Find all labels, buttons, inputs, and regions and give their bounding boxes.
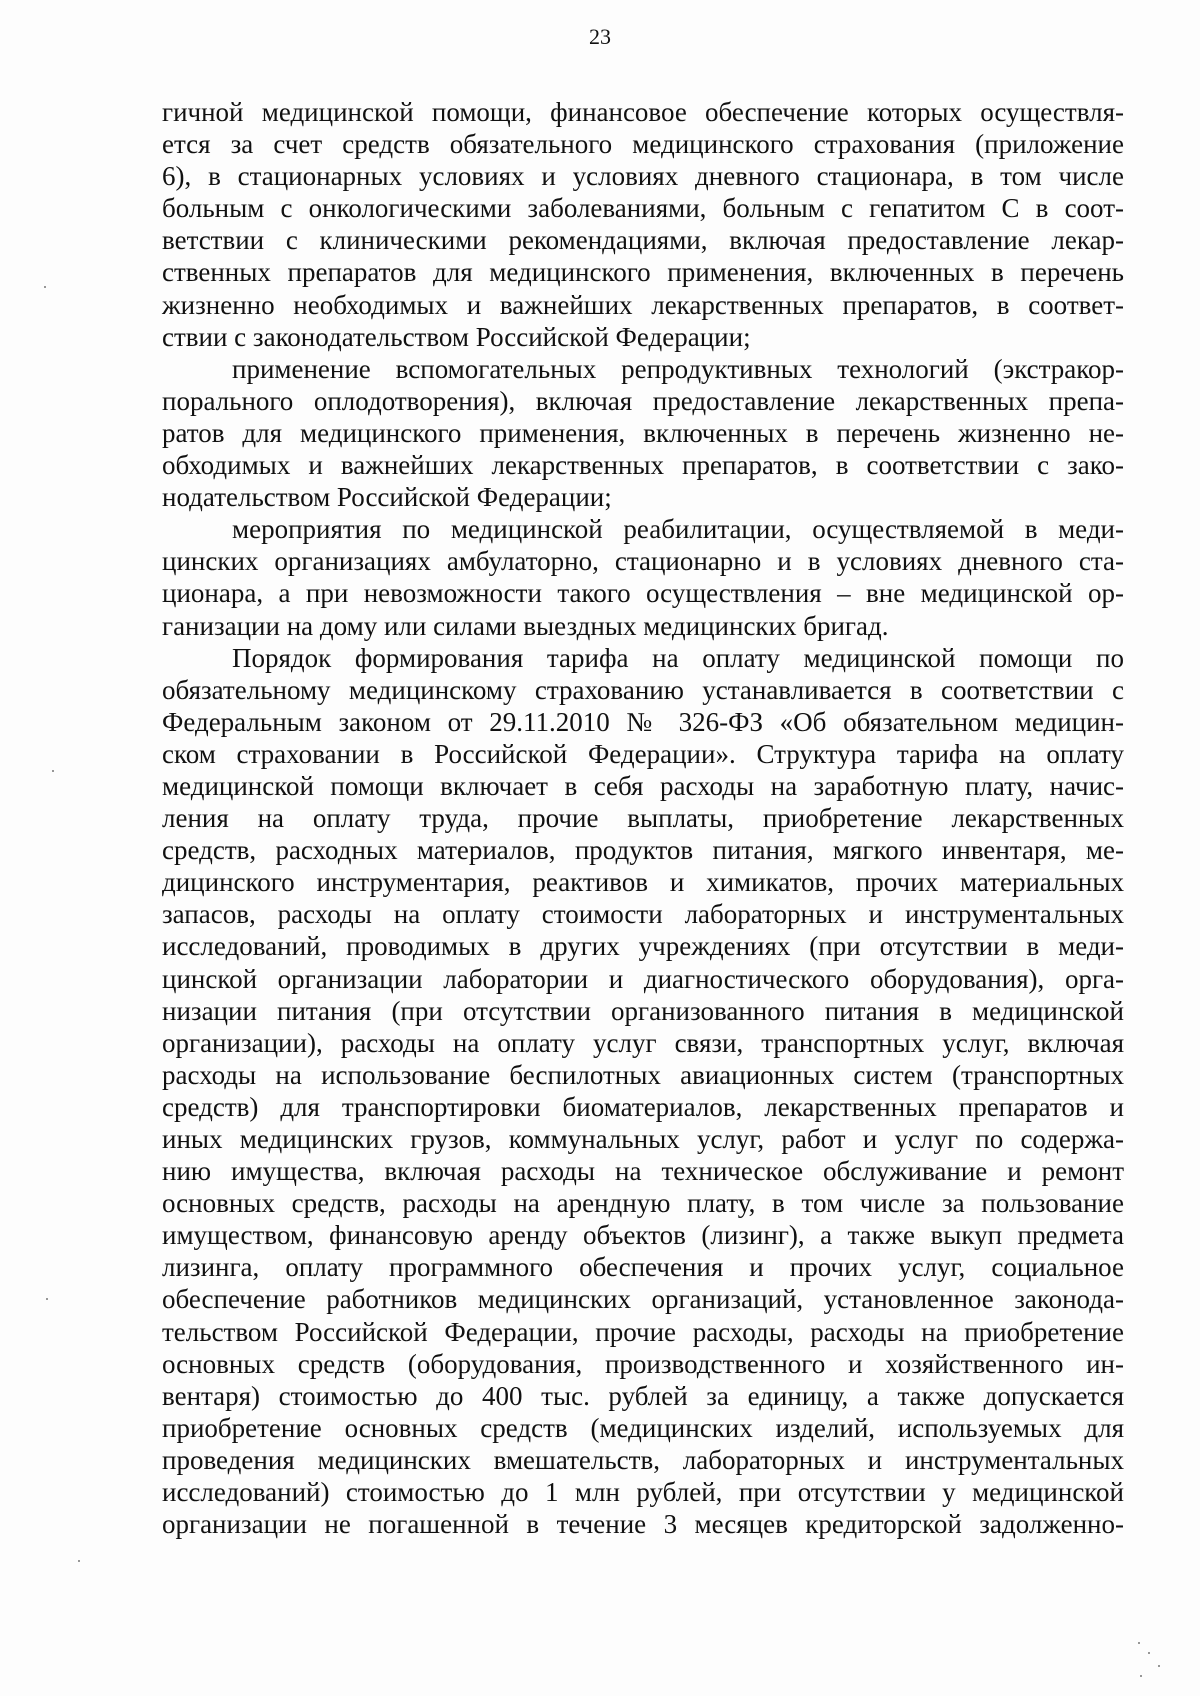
paragraph-2 [162,353,1124,513]
text-line: медицинской помощи включает в себя расходы на заработную плату, начис- [162,770,1124,801]
text-line: применение вспомогательных репродуктивных технологий (экстракор- [232,353,1124,384]
text-line: нию имущества, включая расходы на техническое обслуживание и ремонт [162,1156,1124,1187]
text-line: цинской организации лаборатории и диагностического оборудования), орга- [162,963,1124,994]
text-line: средств) для транспортировки биоматериалов, лекарственных препаратов и [162,1091,1124,1122]
scan-speck [1148,1652,1150,1654]
text-line: жизненно необходимых и важнейших лекарственных препаратов, в соответ- [162,289,1124,320]
text-line: Федеральным законом от 29.11.2010 № 326-ФЗ «Об обязательном медицин- [162,706,1124,737]
text-line: иных медицинских грузов, коммунальных услуг, работ и услуг по содержа- [162,1124,1124,1154]
scan-speck [78,1560,80,1562]
text-line: обходимых и важнейших лекарственных препаратов, в соответствии с зако- [162,450,1124,481]
text-line: приобретение основных средств (медицинских изделий, используемых для [162,1412,1124,1443]
text-line: 6), в стационарных условиях и условиях дневного стационара, в том числе [162,161,1124,192]
text-line: тельством Российской Федерации, прочие расходы, расходы на приобретение [162,1316,1124,1347]
text-line: запасов, расходы на оплату стоимости лабораторных и инструментальных [162,899,1124,930]
text-line: ском страховании в Российской Федерации». Структура тарифа на оплату [162,738,1124,769]
text-line: ратов для медицинского применения, включенных в перечень жизненно не- [162,417,1124,448]
text-line: мероприятия по медицинской реабилитации, осуществляемой в меди- [232,514,1124,545]
text-line: обеспечение работников медицинских организаций, установленное законода- [162,1284,1124,1315]
body-text [162,96,1124,1540]
scan-speck [1158,1665,1160,1667]
text-line: вентаря) стоимостью до 400 тыс. рублей за единицу, а также допускается [162,1380,1124,1411]
text-line: обязательному медицинскому страхованию устанавливается в соответствии с [162,674,1124,705]
text-line: исследований, проводимых в других учреждениях (при отсутствии в меди- [162,931,1124,962]
paragraph-4 [162,642,1124,1541]
text-line: дицинского инструментария, реактивов и химикатов, прочих материальных [162,867,1124,898]
text-line: порального оплодотворения), включая предоставление лекарственных препа- [162,385,1124,416]
scan-speck [1140,1675,1142,1677]
text-line: организации), расходы на оплату услуг связи, транспортных услуг, включая [162,1027,1124,1058]
text-line: лизинга, оплату программного обеспечения и прочих услуг, социальное [162,1252,1124,1283]
scan-speck [46,1298,48,1300]
scan-speck [1138,1642,1140,1644]
text-line: основных средств, расходы на арендную плату, в том числе за пользование [162,1188,1124,1219]
text-line: Порядок формирования тарифа на оплату медицинской помощи по [232,642,1124,673]
text-line: ветствии с клиническими рекомендациями, включая предоставление лекар- [162,225,1124,256]
text-line: нодательством Российской Федерации; [162,482,612,513]
text-line: ется за счет средств обязательного медицинского страхования (приложение [162,129,1124,160]
text-line: основных средств (оборудования, производственного и хозяйственного ин- [162,1348,1124,1379]
page-number: 23 [589,24,611,49]
paragraph-3 [162,513,1124,641]
text-line: проведения медицинских вмешательств, лабораторных и инструментальных [162,1444,1124,1475]
scan-speck [52,770,54,772]
text-line: имуществом, финансовую аренду объектов (лизинг), а также выкуп предмета [162,1220,1124,1251]
text-line: ления на оплату труда, прочие выплаты, приобретение лекарственных [162,803,1124,834]
text-line: цинских организациях амбулаторно, стационарно и в условиях дневного ста- [162,546,1124,577]
scan-speck [44,286,46,288]
paragraph-1 [162,96,1124,353]
text-line: средств, расходных материалов, продуктов питания, мягкого инвентаря, ме- [162,835,1124,866]
text-line: организации не погашенной в течение 3 месяцев кредиторской задолженно- [162,1509,1124,1540]
text-line: расходы на использование беспилотных авиационных систем (транспортных [162,1059,1124,1090]
text-line: низации питания (при отсутствии организованного питания в медицинской [162,995,1124,1026]
text-line: гичной медицинской помощи, финансовое обеспечение которых осуществля- [162,97,1124,127]
text-line: ственных препаратов для медицинского применения, включенных в перечень [162,257,1124,288]
text-line: ганизации на дому или силами выездных медицинских бригад. [162,610,889,641]
text-line: исследований) стоимостью до 1 млн рублей, при отсутствии у медицинской [162,1477,1124,1508]
text-line: ционара, а при невозможности такого осуществления – вне медицинской ор- [162,578,1124,609]
text-line: больным с онкологическими заболеваниями, больным с гепатитом С в соот- [162,193,1124,224]
text-line: ствии с законодательством Российской Федерации; [162,321,751,352]
